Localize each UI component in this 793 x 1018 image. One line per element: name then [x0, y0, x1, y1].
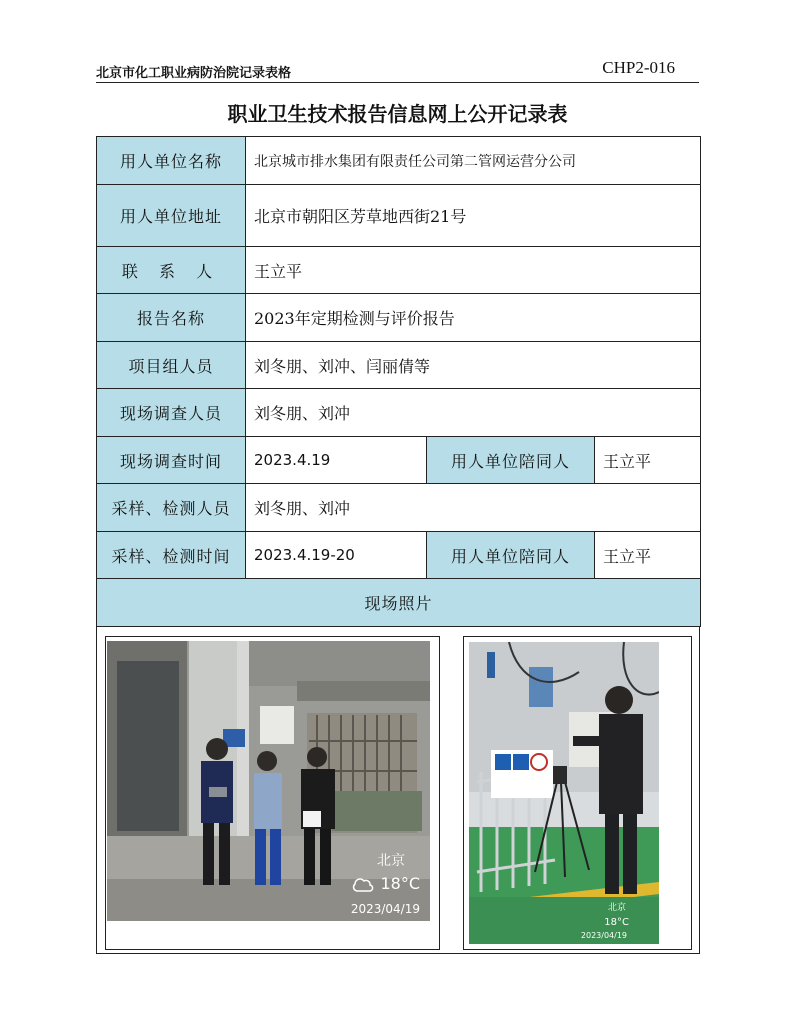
label-sampling-companion: 用人单位陪同人	[427, 532, 595, 579]
value-sampling-staff: 刘冬朋、刘冲	[246, 484, 701, 532]
value-team: 刘冬朋、刘冲、闫丽倩等	[246, 342, 701, 389]
row-sampling-time	[97, 532, 701, 579]
value-sampling-companion: 王立平	[595, 532, 701, 579]
row-photos-header	[97, 579, 701, 627]
label-survey-companion: 用人单位陪同人	[427, 437, 595, 484]
row-sampling-staff	[97, 484, 701, 532]
label-survey-time: 现场调查时间	[97, 437, 246, 484]
row-survey-staff	[97, 389, 701, 437]
photo-left-city: 北京	[377, 853, 405, 869]
value-report-name: 2023年定期检测与评价报告	[246, 294, 701, 342]
value-survey-staff: 刘冬朋、刘冲	[246, 389, 701, 437]
label-sampling-staff: 采样、检测人员	[97, 484, 246, 532]
photo-right-city: 北京	[607, 903, 627, 913]
value-contact: 王立平	[246, 247, 701, 294]
label-unit-address: 用人单位地址	[97, 185, 246, 247]
record-table	[96, 136, 701, 627]
site-photo-left	[107, 641, 430, 921]
photo-right-temp: 18°C	[604, 917, 629, 928]
row-survey-time	[97, 437, 701, 484]
label-report-name: 报告名称	[97, 294, 246, 342]
form-code: CHP2-016	[602, 58, 675, 77]
label-team: 项目组人员	[97, 342, 246, 389]
row-unit-address	[97, 185, 701, 247]
label-sampling-time: 采样、检测时间	[97, 532, 246, 579]
label-unit-name: 用人单位名称	[97, 137, 246, 185]
row-contact	[97, 247, 701, 294]
label-photos: 现场照片	[97, 579, 701, 627]
org-name: 北京市化工职业病防治院记录表格	[96, 66, 292, 81]
value-unit-address: 北京市朝阳区芳草地西街21号	[246, 185, 701, 247]
photo-left-temp: 18°C	[380, 874, 420, 893]
row-team	[97, 342, 701, 389]
row-unit-name	[97, 137, 701, 185]
document-header	[96, 58, 699, 83]
site-photo-right	[469, 642, 659, 944]
photos-section	[96, 626, 700, 954]
page-title: 职业卫生技术报告信息网上公开记录表	[227, 102, 568, 126]
value-survey-companion: 王立平	[595, 437, 701, 484]
value-survey-time: 2023.4.19	[246, 437, 427, 484]
row-report-name	[97, 294, 701, 342]
value-unit-name: 北京城市排水集团有限责任公司第二管网运营分公司	[246, 137, 701, 185]
photo-left-date: 2023/04/19	[350, 902, 420, 916]
value-sampling-time: 2023.4.19-20	[246, 532, 427, 579]
label-survey-staff: 现场调查人员	[97, 389, 246, 437]
label-contact: 联 系 人	[97, 247, 246, 294]
photo-right-date: 2023/04/19	[580, 931, 627, 940]
